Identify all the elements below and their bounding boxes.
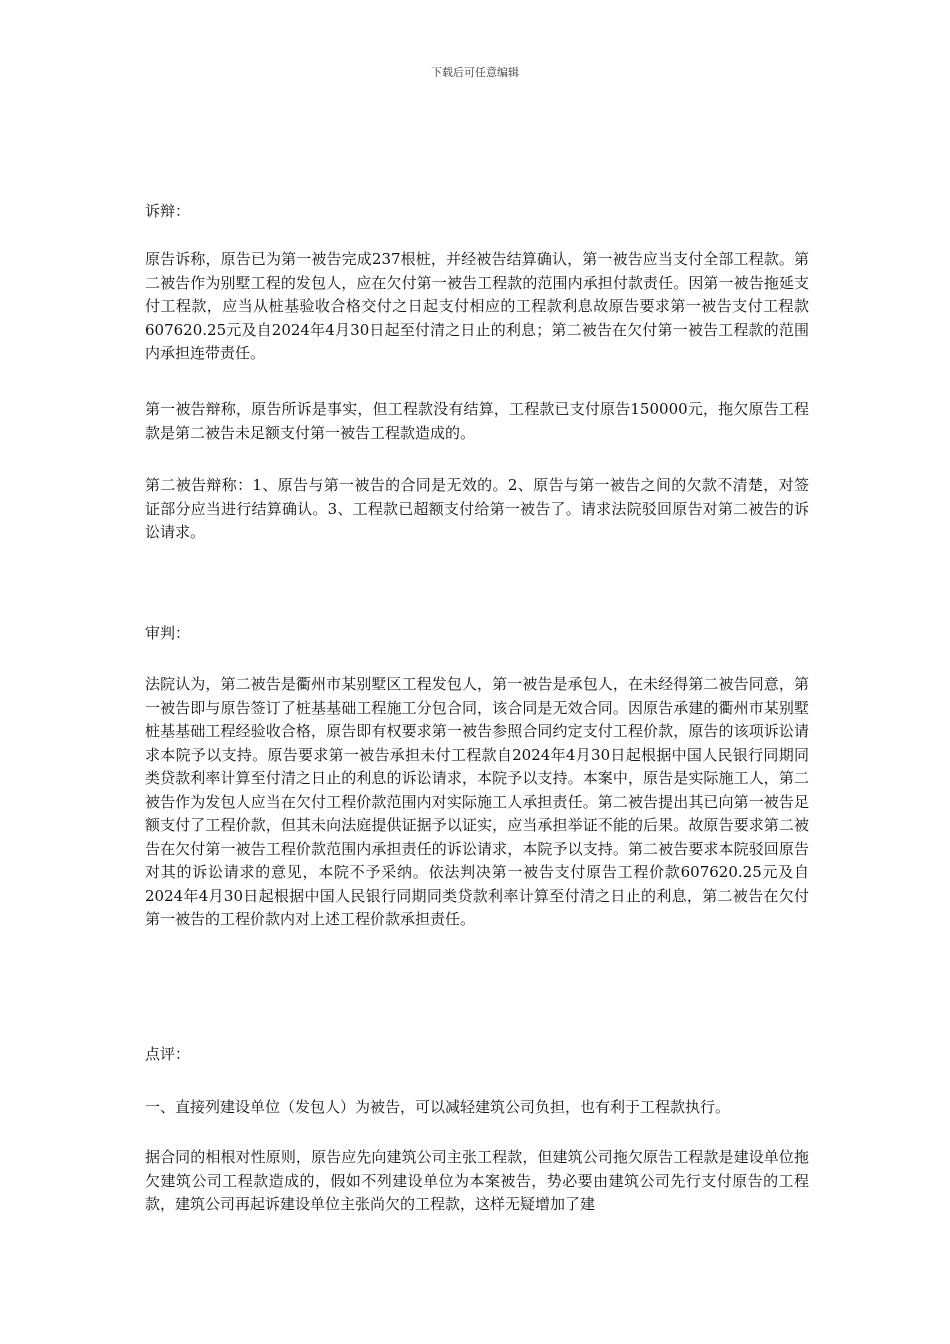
comment-paragraph-1 bbox=[145, 1096, 809, 1120]
comment-paragraph-2 bbox=[145, 1146, 809, 1217]
judgment-paragraph-1 bbox=[145, 673, 809, 932]
defense-paragraph-2 bbox=[145, 398, 809, 445]
paragraph-text: 第一被告辩称，原告所诉是事实，但工程款没有结算，工程款已支付原告150000元，拖欠原告工程款是第二被告未足额支付第一被告工程款造成的。 bbox=[145, 400, 809, 442]
page-header-note: 下载后可任意编辑 bbox=[431, 66, 519, 79]
paragraph-text: 原告诉称，原告已为第一被告完成237根桩，并经被告结算确认，第一被告应当支付全部工程款。第二被告作为别墅工程的发包人，应在欠付第一被告工程款的范围内承担付款责任。因第一被告拖延支付工程款，应当从桩基验收合格交付之日起支付相应的工程款利息故原告要求第一被告支付工程款607620.25元及自2024年4月30日起至付清之日止的利息；第二被告在欠付第一被告工程款的范围内承担连带责任。 bbox=[145, 250, 809, 362]
paragraph-text: 一、直接列建设单位（发包人）为被告，可以减轻建筑公司负担，也有利于工程款执行。 bbox=[145, 1098, 731, 1116]
section-title-judgment: 审判： bbox=[145, 624, 191, 642]
paragraph-text: 第二被告辩称：1、原告与第一被告的合同是无效的。2、原告与第一被告之间的欠款不清楚，对签证部分应当进行结算确认。3、工程款已超额支付给第一被告了。请求法院驳回原告对第二被告的诉讼请求。 bbox=[145, 476, 809, 541]
section-title-defense: 诉辩： bbox=[145, 202, 191, 220]
section-title-comment: 点评： bbox=[145, 1045, 191, 1063]
defense-paragraph-1 bbox=[145, 248, 809, 366]
paragraph-text: 法院认为，第二被告是衢州市某别墅区工程发包人，第一被告是承包人，在未经得第二被告同意，第一被告即与原告签订了桩基基础工程施工分包合同，该合同是无效合同。因原告承建的衢州市某别墅桩基基础工程经验收合格，原告即有权要求第一被告参照合同约定支付工程价款，原告的该项诉讼请求本院予以支持。原告要求第一被告承担未付工程款自2024年4月30日起根据中国人民银行同期同类贷款利率计算至付清之日止的利息的诉讼请求，本院予以支持。本案中，原告是实际施工人，第二被告作为发包人应当在欠付工程价款范围内对实际施工人承担责任。第二被告提出其已向第一被告足额支付了工程价款，但其未向法庭提供证据予以证实，应当承担举证不能的后果。故原告要求第二被告在欠付第一被告工程价款范围内承担责任的诉讼请求，本院予以支持。第二被告要求本院驳回原告对其的诉讼请求的意见，本院不予采纳。依法判决第一被告支付原告工程价款607620.25元及自2024年4月30日起根据中国人民银行同期同类贷款利率计算至付清之日止的利息，第二被告在欠付第一被告的工程价款内对上述工程价款承担责任。 bbox=[145, 675, 809, 928]
paragraph-text: 据合同的相根对性原则，原告应先向建筑公司主张工程款，但建筑公司拖欠原告工程款是建设单位拖欠建筑公司工程款造成的，假如不列建设单位为本案被告，势必要由建筑公司先行支付原告的工程款，建筑公司再起诉建设单位主张尚欠的工程款，这样无疑增加了建 bbox=[145, 1148, 809, 1213]
defense-paragraph-3 bbox=[145, 474, 809, 545]
